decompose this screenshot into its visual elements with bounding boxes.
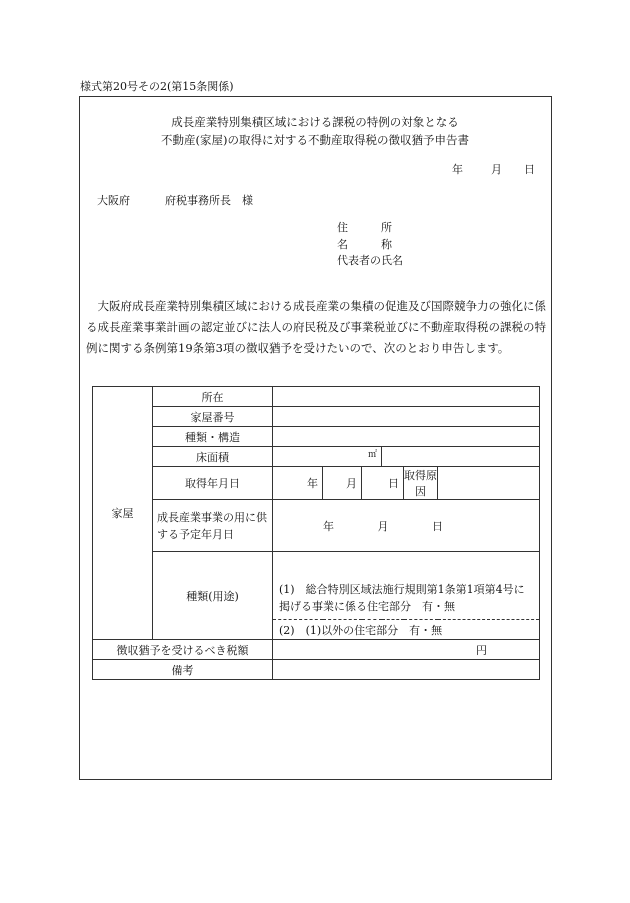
acq-day[interactable]: 日 (362, 467, 404, 500)
date-year[interactable]: 年 (452, 163, 463, 176)
applicant-address-label: 住 所 (337, 221, 392, 234)
date-day[interactable]: 日 (524, 163, 535, 176)
value-acquisition-cause[interactable] (438, 467, 540, 500)
value-scheduled-date[interactable] (273, 500, 540, 552)
label-tax-amount: 徴収猶予を受けるべき税額 (93, 640, 273, 660)
label-acquisition-cause: 取得原因 (404, 467, 438, 500)
form-title-line1: 成長産業特別集積区域における課税の特例の対象となる (171, 115, 459, 129)
declaration-text (86, 296, 546, 359)
label-remarks: 備考 (93, 660, 273, 680)
date-month[interactable]: 月 (491, 163, 502, 176)
value-location[interactable] (273, 387, 540, 407)
yen-unit: 円 (476, 643, 487, 657)
value-floor-area-extra[interactable] (382, 447, 540, 467)
value-floor-area[interactable] (273, 447, 382, 467)
addressee-prefecture: 大阪府 (97, 194, 130, 207)
form-title-line2: 不動産(家屋)の取得に対する不動産取得税の徴収猶予申告書 (161, 133, 469, 147)
value-house-number[interactable] (273, 407, 540, 427)
label-use-type: 種類(用途) (153, 552, 273, 640)
label-acquisition-date: 取得年月日 (153, 467, 273, 500)
use-option-1[interactable]: (1) 総合特別区域法施行規則第1条第1項第4号に掲げる事業に係る住宅部分 有・無 (273, 552, 540, 620)
form-number: 様式第20号その2(第15条関係) (80, 80, 234, 93)
value-remarks[interactable] (273, 660, 540, 680)
value-tax-amount[interactable] (273, 640, 540, 660)
addressee-office: 府税事務所長 様 (165, 194, 253, 207)
label-scheduled-date: 成長産業事業の用に供する予定年月日 (153, 500, 273, 552)
category-house: 家屋 (93, 387, 153, 640)
area-unit: ㎡ (367, 450, 377, 460)
value-type-structure[interactable] (273, 427, 540, 447)
label-type-structure: 種類・構造 (153, 427, 273, 447)
applicant-representative-label: 代表者の氏名 (337, 254, 403, 267)
acq-month[interactable]: 月 (323, 467, 362, 500)
applicant-name-label: 名 称 (337, 238, 392, 251)
acq-year[interactable]: 年 (273, 467, 323, 500)
sched-day[interactable]: 日 (432, 519, 443, 533)
label-floor-area: 床面積 (153, 447, 273, 467)
sched-month[interactable]: 月 (377, 519, 389, 533)
label-house-number: 家屋番号 (153, 407, 273, 427)
label-location: 所在 (153, 387, 273, 407)
declaration-paragraph: 大阪府成長産業特別集積区域における成長産業の集積の促進及び国際競争力の強化に係る成長産業事業計画の認定並びに法人の府民税及び事業税並びに不動産取得税の課税の特例に関する条例第19条第3項の徴収猶予を受けたいので、次のとおり申告します。 (86, 299, 546, 355)
declaration-table (92, 386, 540, 680)
use-option-2[interactable]: (2) (1)以外の住宅部分 有・無 (273, 620, 540, 640)
sched-year[interactable]: 年 (323, 519, 334, 533)
